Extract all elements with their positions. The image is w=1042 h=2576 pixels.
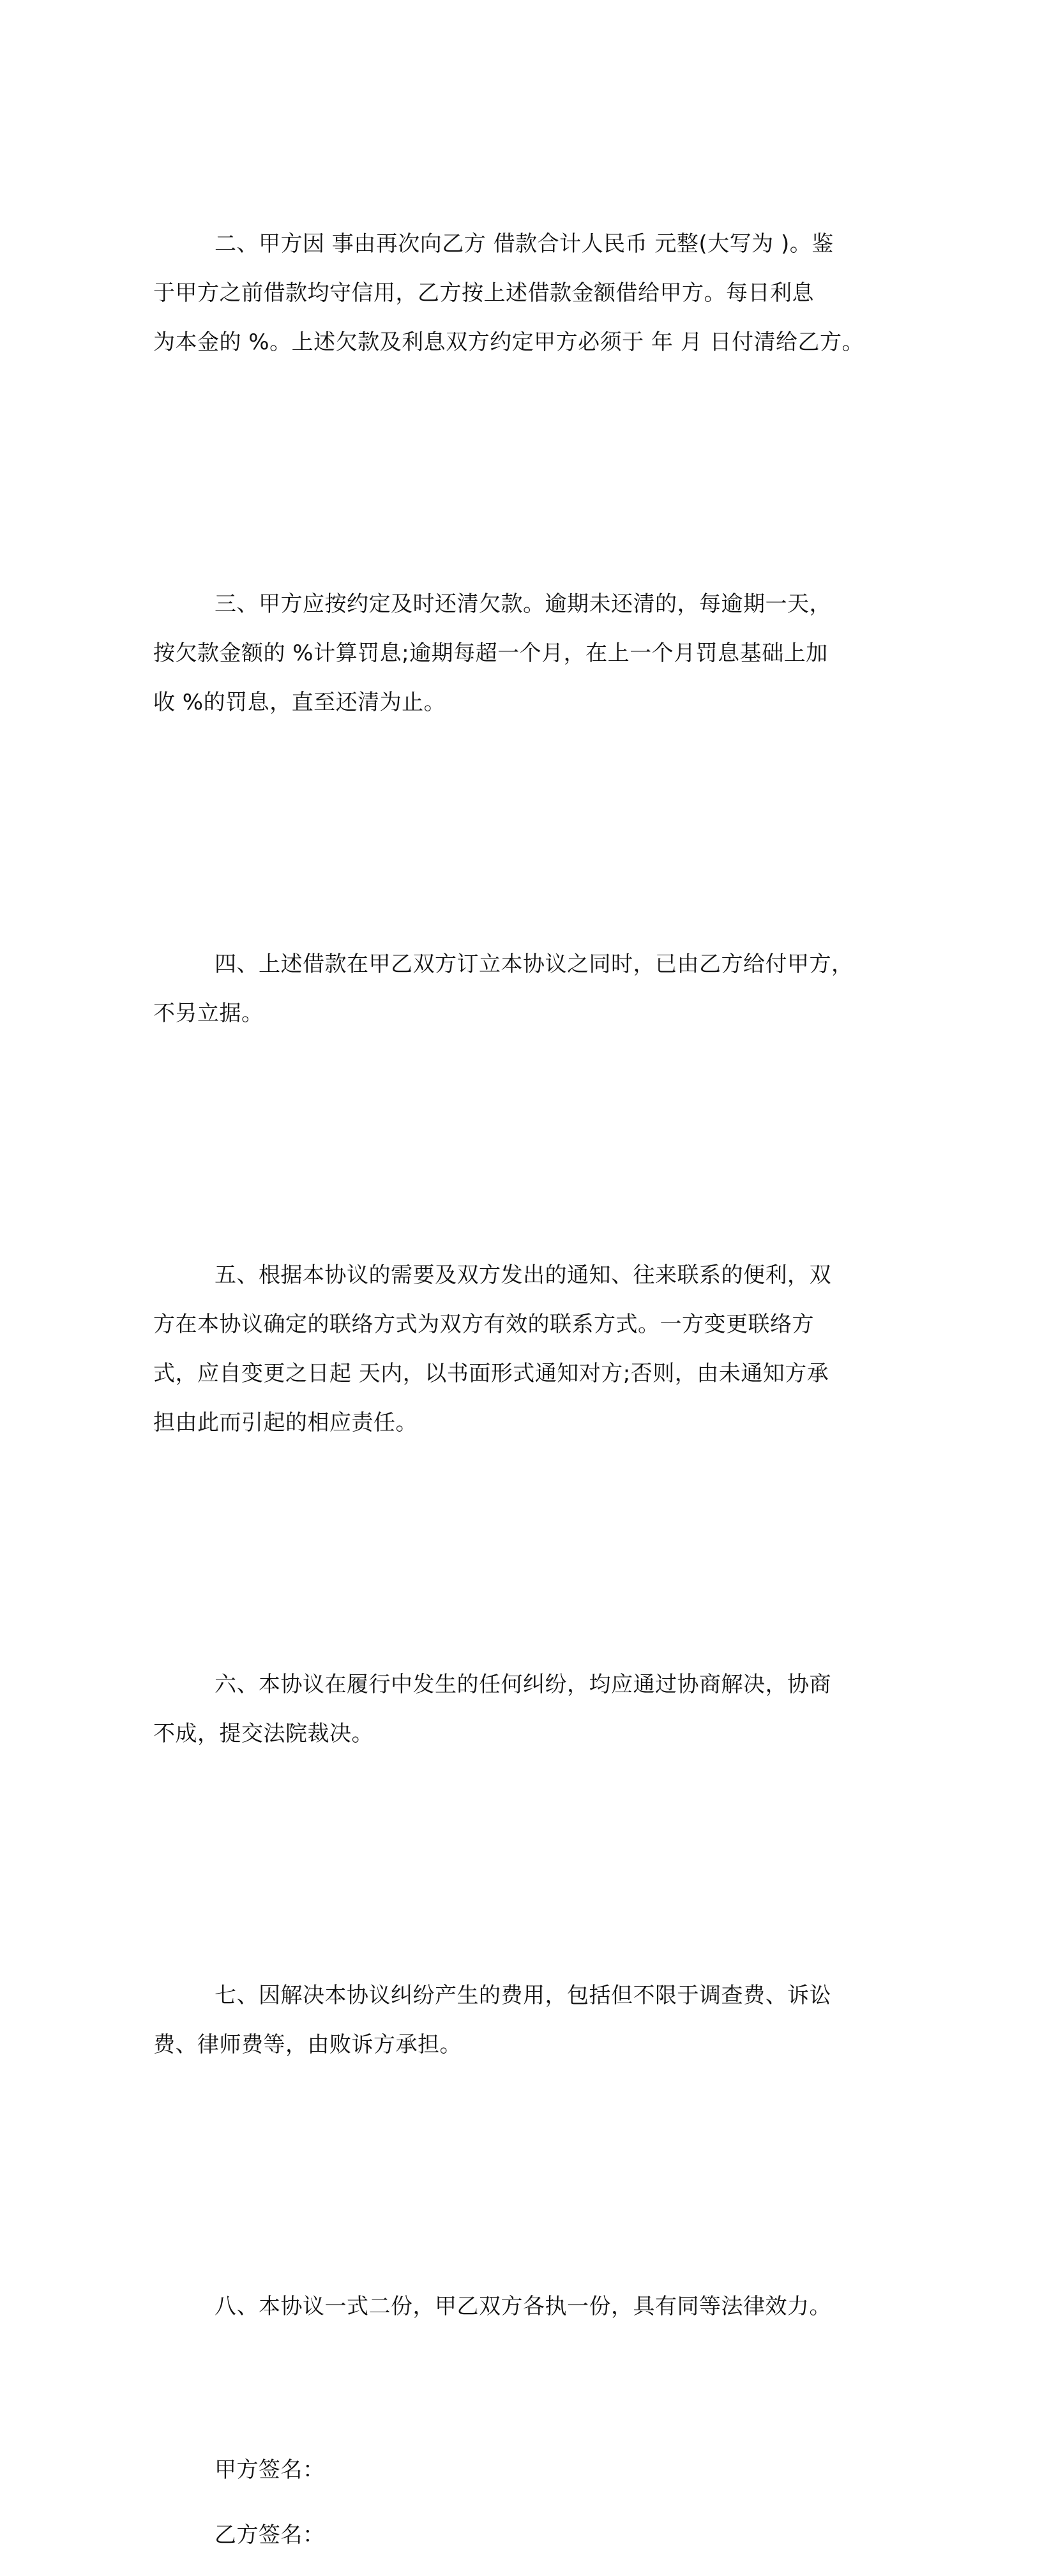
clause-line: 于甲方之前借款均守信用，乙方按上述借款金额借给甲方。每日利息 bbox=[153, 280, 814, 306]
clause-line: 担由此而引起的相应责任。 bbox=[153, 1410, 418, 1436]
clause-8 bbox=[153, 2184, 894, 2430]
clause-line: 四、上述借款在甲乙双方订立本协议之同时，已由乙方给付甲方， bbox=[215, 951, 854, 977]
clause-line: 六、本协议在履行中发生的任何纠纷，均应通过协商解决，协商 bbox=[215, 1672, 831, 1697]
clause-line: 八、本协议一式二份，甲乙双方各执一份，具有同等法律效力。 bbox=[215, 2294, 831, 2319]
clause-line: 三、甲方应按约定及时还清欠款。逾期未还清的，每逾期一天， bbox=[215, 591, 831, 617]
clause-line: 按欠款金额的 %计算罚息;逾期每超一个月，在上一个月罚息基础上加 bbox=[153, 640, 828, 666]
clause-7 bbox=[153, 1873, 894, 2168]
clause-line: 方在本协议确定的联络方式为双方有效的联系方式。一方变更联络方 bbox=[153, 1312, 814, 1337]
clause-4 bbox=[153, 842, 894, 1137]
clause-line: 收 %的罚息，直至还清为止。 bbox=[153, 690, 446, 715]
clause-line: 五、根据本协议的需要及双方发出的通知、往来联系的便利，双 bbox=[215, 1262, 831, 1288]
clause-line: 不另立据。 bbox=[153, 1001, 264, 1026]
clause-6 bbox=[153, 1562, 894, 1857]
agreement-page bbox=[153, 121, 894, 2576]
party-a-signature-label: 甲方签名： bbox=[215, 2457, 325, 2483]
clause-2 bbox=[153, 121, 894, 466]
clause-line: 为本金的 %。上述欠款及利息双方约定甲方必须于 年 月 日付清给乙方。 bbox=[153, 330, 865, 355]
clause-line: 费、律师费等，由败诉方承担。 bbox=[153, 2032, 462, 2057]
clause-5 bbox=[153, 1153, 894, 1546]
clause-line: 不成，提交法院裁决。 bbox=[153, 1721, 374, 1746]
clause-line: 七、因解决本协议纠纷产生的费用，包括但不限于调查费、诉讼 bbox=[215, 1983, 831, 2008]
clause-line: 二、甲方因 事由再次向乙方 借款合计人民币 元整(大写为 )。鉴 bbox=[215, 231, 834, 257]
clause-line: 式，应自变更之日起 天内，以书面形式通知对方;否则，由未通知方承 bbox=[153, 1361, 829, 1386]
clause-3 bbox=[153, 481, 894, 826]
party-b-signature-label: 乙方签名： bbox=[215, 2522, 325, 2548]
